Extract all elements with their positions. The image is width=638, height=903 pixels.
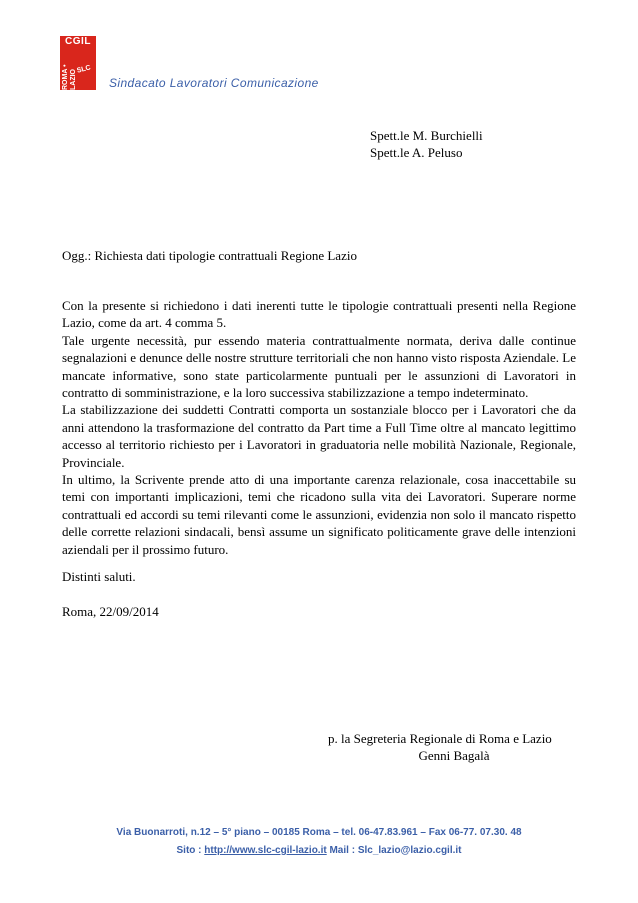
footer-mail-label: Mail : bbox=[326, 845, 358, 856]
recipient-line: Spett.le A. Peluso bbox=[370, 145, 463, 160]
email-address[interactable]: Slc_lazio@lazio.cgil.it bbox=[357, 845, 462, 856]
place-and-date: Roma, 22/09/2014 bbox=[62, 604, 159, 619]
footer-address: Via Buonarroti, n.12 – 5° piano – 00185 Roma – tel. 06-47.83.961 – Fax 06-77. 07.30. 48 bbox=[116, 827, 522, 838]
organization-name: Sindacato Lavoratori Comunicazione bbox=[109, 76, 319, 90]
recipients-block bbox=[370, 127, 483, 161]
website-link[interactable]: http://www.slc-cgil-lazio.it bbox=[204, 845, 327, 856]
body-paragraph: Con la presente si richiedono i dati inerenti tutte le tipologie contrattuali presenti nella Regione Lazio, come da art. 4 comma 5. bbox=[62, 298, 576, 331]
signature-office: p. la Segreteria Regionale di Roma e Lazio bbox=[328, 731, 552, 746]
cgil-logo bbox=[60, 36, 96, 90]
footer-contacts bbox=[0, 842, 638, 860]
recipient-line: Spett.le M. Burchielli bbox=[370, 128, 483, 143]
footer bbox=[0, 824, 638, 860]
logo-sub-text: SLC bbox=[76, 64, 92, 75]
body-paragraph: In ultimo, la Scrivente prende atto di una importante carenza relazionale, cosa inaccettabile su temi con importanti implicazioni, temi che ricadono sulla vita dei Lavoratori. Superare norme contrattuali ed accordi su temi rilevanti come le assunzioni, evidenzia non solo il mancato rispetto delle corrette relazioni sindacali, bensì assume un significato politicamente grave delle intenzioni aziendali per il prossimo futuro. bbox=[62, 472, 576, 557]
closing-salutation: Distinti saluti. bbox=[62, 569, 136, 584]
signature-block bbox=[328, 730, 568, 764]
subject-line: Ogg.: Richiesta dati tipologie contrattuali Regione Lazio bbox=[62, 248, 357, 263]
footer-site-label: Sito : bbox=[176, 845, 205, 856]
letter-body bbox=[62, 297, 576, 558]
logo-brand-text: CGIL bbox=[65, 36, 91, 47]
logo-side-text: ROMA • LAZIO bbox=[62, 64, 77, 90]
body-paragraph: Tale urgente necessità, pur essendo materia contrattualmente normata, deriva dalle continue segnalazioni e denunce delle nostre strutture territoriali che non hanno visto risposta Aziendale. Le mancate informative, sono state particolarmente puntuali per le assunzioni di Lavoratori in contratto di somministrazione, e la loro successiva stabilizzazione a tempo indeterminato. bbox=[62, 332, 576, 401]
signature-name: Genni Bagalà bbox=[418, 748, 490, 763]
body-paragraph: La stabilizzazione dei suddetti Contratti comporta un sostanziale blocco per i Lavoratori che da anni attendono la trasformazione del contratto da Part time a Full Time oltre al mancato legittimo accesso al territorio richiesto per i Lavoratori in graduatoria nelle mobilità Nazionale, Regionale, Provinciale. bbox=[62, 402, 576, 470]
